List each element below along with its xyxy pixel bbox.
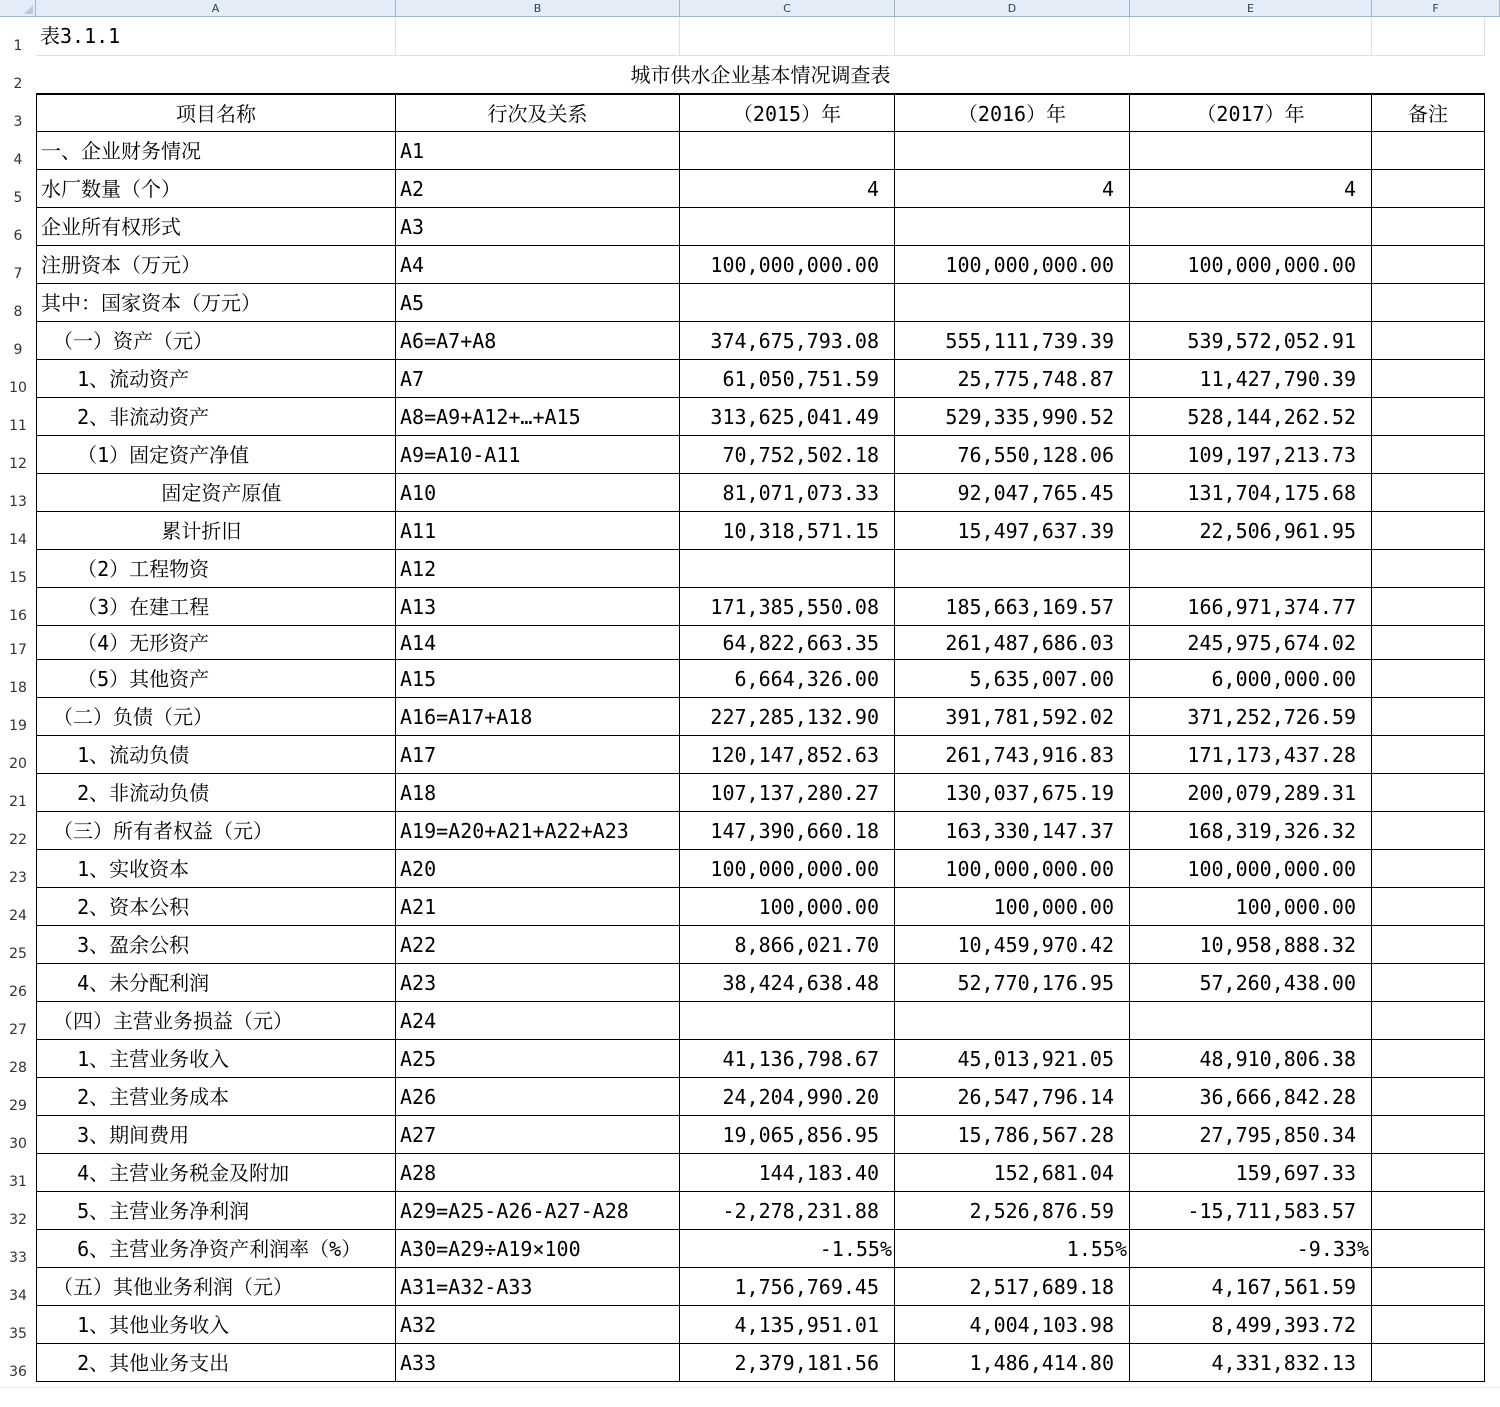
row-header[interactable]: 30 [0,1116,36,1154]
row-header[interactable]: 32 [0,1192,36,1230]
remarks-cell[interactable] [1372,774,1485,812]
value-2017-cell[interactable] [1130,208,1372,246]
item-name-cell[interactable]: 水厂数量（个） [36,170,396,208]
remarks-cell[interactable] [1372,284,1485,322]
value-2016-cell[interactable]: 26,547,796.14 [895,1078,1130,1116]
remarks-cell[interactable] [1372,1268,1485,1306]
value-2016-cell[interactable]: 4 [895,170,1130,208]
row-code-cell[interactable]: A14 [396,626,680,660]
row-header[interactable]: 25 [0,926,36,964]
value-2015-cell[interactable]: 6,664,326.00 [680,660,895,698]
header-row-relation[interactable]: 行次及关系 [396,94,680,132]
row-header[interactable]: 4 [0,132,36,170]
value-2017-cell[interactable] [1130,1002,1372,1040]
value-2015-cell[interactable]: 171,385,550.08 [680,588,895,626]
value-2015-cell[interactable]: 24,204,990.20 [680,1078,895,1116]
value-2015-cell[interactable] [680,132,895,170]
row-code-cell[interactable]: A11 [396,512,680,550]
remarks-cell[interactable] [1372,1344,1485,1382]
row-code-cell[interactable]: A28 [396,1154,680,1192]
value-2017-cell[interactable]: 100,000,000.00 [1130,850,1372,888]
value-2016-cell[interactable]: 2,517,689.18 [895,1268,1130,1306]
value-2017-cell[interactable]: 109,197,213.73 [1130,436,1372,474]
value-2016-cell[interactable]: 76,550,128.06 [895,436,1130,474]
value-2015-cell[interactable]: 374,675,793.08 [680,322,895,360]
header-remarks[interactable]: 备注 [1372,94,1485,132]
value-2016-cell[interactable]: 100,000,000.00 [895,246,1130,284]
row-code-cell[interactable]: A32 [396,1306,680,1344]
remarks-cell[interactable] [1372,850,1485,888]
value-2015-cell[interactable]: 227,285,132.90 [680,698,895,736]
item-name-cell[interactable]: 固定资产原值 [36,474,396,512]
value-2017-cell[interactable]: 166,971,374.77 [1130,588,1372,626]
value-2017-cell[interactable]: 171,173,437.28 [1130,736,1372,774]
value-2017-cell[interactable]: 100,000,000.00 [1130,246,1372,284]
value-2015-cell[interactable]: 107,137,280.27 [680,774,895,812]
value-2017-cell[interactable]: 159,697.33 [1130,1154,1372,1192]
value-2016-cell[interactable]: 152,681.04 [895,1154,1130,1192]
remarks-cell[interactable] [1372,660,1485,698]
remarks-cell[interactable] [1372,736,1485,774]
value-2016-cell[interactable] [895,208,1130,246]
item-name-cell[interactable]: 4、主营业务税金及附加 [36,1154,396,1192]
remarks-cell[interactable] [1372,1230,1485,1268]
item-name-cell[interactable]: （4）无形资产 [36,626,396,660]
column-header-b[interactable]: B [396,0,680,17]
item-name-cell[interactable]: 2、资本公积 [36,888,396,926]
header-year-2015[interactable]: （2015）年 [680,94,895,132]
row-code-cell[interactable]: A10 [396,474,680,512]
row-header[interactable]: 16 [0,588,36,626]
value-2015-cell[interactable]: 8,866,021.70 [680,926,895,964]
remarks-cell[interactable] [1372,626,1485,660]
row-code-cell[interactable]: A4 [396,246,680,284]
value-2015-cell[interactable]: 144,183.40 [680,1154,895,1192]
row-header[interactable]: 20 [0,736,36,774]
row-header[interactable]: 26 [0,964,36,1002]
row-code-cell[interactable]: A33 [396,1344,680,1382]
row-code-cell[interactable]: A18 [396,774,680,812]
row-header[interactable]: 33 [0,1230,36,1268]
value-2017-cell[interactable]: 27,795,850.34 [1130,1116,1372,1154]
value-2017-cell[interactable]: 539,572,052.91 [1130,322,1372,360]
item-name-cell[interactable]: （2）工程物资 [36,550,396,588]
remarks-cell[interactable] [1372,512,1485,550]
header-item-name[interactable]: 项目名称 [36,94,396,132]
value-2015-cell[interactable]: 1,756,769.45 [680,1268,895,1306]
value-2016-cell[interactable]: 100,000,000.00 [895,850,1130,888]
remarks-cell[interactable] [1372,474,1485,512]
value-2017-cell[interactable]: 4,331,832.13 [1130,1344,1372,1382]
row-code-cell[interactable]: A21 [396,888,680,926]
value-2017-cell[interactable]: 371,252,726.59 [1130,698,1372,736]
row-header[interactable]: 35 [0,1306,36,1344]
row-code-cell[interactable]: A27 [396,1116,680,1154]
row-header[interactable]: 31 [0,1154,36,1192]
empty-cell[interactable] [895,17,1130,56]
column-header-f[interactable]: F [1372,0,1500,17]
remarks-cell[interactable] [1372,1306,1485,1344]
value-2017-cell[interactable] [1130,132,1372,170]
remarks-cell[interactable] [1372,550,1485,588]
value-2015-cell[interactable]: 100,000,000.00 [680,246,895,284]
row-header[interactable]: 28 [0,1040,36,1078]
row-header[interactable]: 14 [0,512,36,550]
item-name-cell[interactable]: 累计折旧 [36,512,396,550]
value-2015-cell[interactable]: 120,147,852.63 [680,736,895,774]
value-2015-cell[interactable]: 10,318,571.15 [680,512,895,550]
row-code-cell[interactable]: A6=A7+A8 [396,322,680,360]
empty-cell[interactable] [1372,17,1485,56]
remarks-cell[interactable] [1372,812,1485,850]
remarks-cell[interactable] [1372,964,1485,1002]
value-2015-cell[interactable] [680,208,895,246]
item-name-cell[interactable]: （一）资产（元） [36,322,396,360]
item-name-cell[interactable]: （三）所有者权益（元） [36,812,396,850]
value-2017-cell[interactable] [1130,550,1372,588]
row-header[interactable]: 19 [0,698,36,736]
item-name-cell[interactable]: 1、实收资本 [36,850,396,888]
value-2015-cell[interactable]: 313,625,041.49 [680,398,895,436]
value-2016-cell[interactable]: 391,781,592.02 [895,698,1130,736]
value-2017-cell[interactable]: 6,000,000.00 [1130,660,1372,698]
item-name-cell[interactable]: （5）其他资产 [36,660,396,698]
row-code-cell[interactable]: A13 [396,588,680,626]
header-year-2016[interactable]: （2016）年 [895,94,1130,132]
row-code-cell[interactable]: A8=A9+A12+…+A15 [396,398,680,436]
value-2015-cell[interactable]: 4,135,951.01 [680,1306,895,1344]
row-header[interactable]: 29 [0,1078,36,1116]
row-code-cell[interactable]: A17 [396,736,680,774]
value-2017-cell[interactable]: 4 [1130,170,1372,208]
item-name-cell[interactable]: 2、其他业务支出 [36,1344,396,1382]
value-2016-cell[interactable]: 163,330,147.37 [895,812,1130,850]
value-2015-cell[interactable] [680,1002,895,1040]
remarks-cell[interactable] [1372,398,1485,436]
table-title: 城市供水企业基本情况调查表 [36,56,1485,94]
value-2016-cell[interactable]: 130,037,675.19 [895,774,1130,812]
value-2015-cell[interactable]: 100,000.00 [680,888,895,926]
remarks-cell[interactable] [1372,888,1485,926]
value-2016-cell[interactable] [895,550,1130,588]
row-code-cell[interactable]: A12 [396,550,680,588]
remarks-cell[interactable] [1372,132,1485,170]
row-code-cell[interactable]: A1 [396,132,680,170]
value-2017-cell[interactable]: 168,319,326.32 [1130,812,1372,850]
column-header-a[interactable]: A [36,0,396,17]
row-code-cell[interactable]: A19=A20+A21+A22+A23 [396,812,680,850]
row-header[interactable]: 15 [0,550,36,588]
row-header[interactable]: 21 [0,774,36,812]
value-2017-cell[interactable]: 245,975,674.02 [1130,626,1372,660]
value-2017-cell[interactable]: 36,666,842.28 [1130,1078,1372,1116]
value-2017-cell[interactable]: 200,079,289.31 [1130,774,1372,812]
value-2016-cell[interactable]: 1.55% [895,1230,1130,1268]
value-2016-cell[interactable]: 15,786,567.28 [895,1116,1130,1154]
row-header[interactable]: 27 [0,1002,36,1040]
value-2016-cell[interactable]: 10,459,970.42 [895,926,1130,964]
value-2016-cell[interactable]: 52,770,176.95 [895,964,1130,1002]
select-all-corner[interactable] [0,0,36,17]
value-2015-cell[interactable]: 81,071,073.33 [680,474,895,512]
value-2016-cell[interactable] [895,132,1130,170]
remarks-cell[interactable] [1372,698,1485,736]
row-header[interactable]: 12 [0,436,36,474]
value-2016-cell[interactable] [895,1002,1130,1040]
value-2016-cell[interactable]: 45,013,921.05 [895,1040,1130,1078]
remarks-cell[interactable] [1372,926,1485,964]
item-name-cell[interactable]: 其中：国家资本（万元） [36,284,396,322]
item-name-cell[interactable]: 1、流动资产 [36,360,396,398]
item-name-cell[interactable]: 1、其他业务收入 [36,1306,396,1344]
value-2015-cell[interactable] [680,284,895,322]
value-2015-cell[interactable]: 2,379,181.56 [680,1344,895,1382]
value-2016-cell[interactable]: 5,635,007.00 [895,660,1130,698]
value-2017-cell[interactable]: 11,427,790.39 [1130,360,1372,398]
value-2016-cell[interactable]: 4,004,103.98 [895,1306,1130,1344]
remarks-cell[interactable] [1372,1116,1485,1154]
remarks-cell[interactable] [1372,246,1485,284]
row-header[interactable]: 36 [0,1344,36,1382]
item-name-cell[interactable]: （二）负债（元） [36,698,396,736]
row-header[interactable]: 5 [0,170,36,208]
row-header[interactable]: 22 [0,812,36,850]
row-code-cell[interactable]: A30=A29÷A19×100 [396,1230,680,1268]
remarks-cell[interactable] [1372,436,1485,474]
value-2015-cell[interactable]: 38,424,638.48 [680,964,895,1002]
value-2016-cell[interactable]: 92,047,765.45 [895,474,1130,512]
value-2016-cell[interactable]: 25,775,748.87 [895,360,1130,398]
item-name-cell[interactable]: 3、期间费用 [36,1116,396,1154]
item-name-cell[interactable]: （五）其他业务利润（元） [36,1268,396,1306]
item-name-cell[interactable]: 2、非流动负债 [36,774,396,812]
row-header[interactable]: 3 [0,94,36,132]
row-code-cell[interactable]: A24 [396,1002,680,1040]
value-2015-cell[interactable]: 19,065,856.95 [680,1116,895,1154]
remarks-cell[interactable] [1372,170,1485,208]
row-header[interactable]: 23 [0,850,36,888]
item-name-cell[interactable]: （四）主营业务损益（元） [36,1002,396,1040]
value-2017-cell[interactable]: 57,260,438.00 [1130,964,1372,1002]
row-code-cell[interactable]: A5 [396,284,680,322]
row-header[interactable]: 9 [0,322,36,360]
item-name-cell[interactable]: 1、流动负债 [36,736,396,774]
value-2015-cell[interactable]: 70,752,502.18 [680,436,895,474]
value-2017-cell[interactable]: 48,910,806.38 [1130,1040,1372,1078]
value-2017-cell[interactable]: 528,144,262.52 [1130,398,1372,436]
item-name-cell[interactable]: （3）在建工程 [36,588,396,626]
item-name-cell[interactable]: （1）固定资产净值 [36,436,396,474]
value-2015-cell[interactable]: 41,136,798.67 [680,1040,895,1078]
row-code-cell[interactable]: A23 [396,964,680,1002]
row-code-cell[interactable]: A31=A32-A33 [396,1268,680,1306]
row-code-cell[interactable]: A3 [396,208,680,246]
value-2016-cell[interactable]: 15,497,637.39 [895,512,1130,550]
value-2016-cell[interactable]: 2,526,876.59 [895,1192,1130,1230]
row-header[interactable]: 17 [0,626,36,660]
item-name-cell[interactable]: 5、主营业务净利润 [36,1192,396,1230]
remarks-cell[interactable] [1372,322,1485,360]
remarks-cell[interactable] [1372,208,1485,246]
item-name-cell[interactable]: 4、未分配利润 [36,964,396,1002]
value-2016-cell[interactable]: 555,111,739.39 [895,322,1130,360]
row-header[interactable]: 1 [0,17,36,56]
remarks-cell[interactable] [1372,1154,1485,1192]
row-code-cell[interactable]: A20 [396,850,680,888]
row-code-cell[interactable]: A16=A17+A18 [396,698,680,736]
item-name-cell[interactable]: 2、非流动资产 [36,398,396,436]
row-header[interactable]: 2 [0,56,36,94]
row-header[interactable]: 10 [0,360,36,398]
row-header[interactable]: 7 [0,246,36,284]
empty-cell[interactable] [396,17,680,56]
value-2015-cell[interactable]: 64,822,663.35 [680,626,895,660]
row-code-cell[interactable]: A29=A25-A26-A27-A28 [396,1192,680,1230]
value-2015-cell[interactable] [680,550,895,588]
value-2016-cell[interactable]: 1,486,414.80 [895,1344,1130,1382]
item-name-cell[interactable]: 企业所有权形式 [36,208,396,246]
grid-bottom-edge [0,1387,1500,1388]
value-2017-cell[interactable] [1130,284,1372,322]
column-header-c[interactable]: C [680,0,895,17]
remarks-cell[interactable] [1372,1002,1485,1040]
row-header[interactable]: 34 [0,1268,36,1306]
remarks-cell[interactable] [1372,588,1485,626]
value-2016-cell[interactable]: 261,487,686.03 [895,626,1130,660]
item-name-cell[interactable]: 一、企业财务情况 [36,132,396,170]
value-2015-cell[interactable]: -2,278,231.88 [680,1192,895,1230]
value-2015-cell[interactable]: 61,050,751.59 [680,360,895,398]
item-name-cell[interactable]: 6、主营业务净资产利润率（%） [36,1230,396,1268]
item-name-cell[interactable]: 2、主营业务成本 [36,1078,396,1116]
header-year-2017[interactable]: （2017）年 [1130,94,1372,132]
value-2017-cell[interactable]: 8,499,393.72 [1130,1306,1372,1344]
empty-cell[interactable] [680,17,895,56]
remarks-cell[interactable] [1372,1192,1485,1230]
column-header-e[interactable]: E [1130,0,1372,17]
value-2017-cell[interactable]: -15,711,583.57 [1130,1192,1372,1230]
value-2017-cell[interactable]: 22,506,961.95 [1130,512,1372,550]
value-2016-cell[interactable]: 100,000.00 [895,888,1130,926]
row-code-cell[interactable]: A22 [396,926,680,964]
value-2015-cell[interactable]: 4 [680,170,895,208]
row-header[interactable]: 6 [0,208,36,246]
row-header[interactable]: 8 [0,284,36,322]
item-name-cell[interactable]: 注册资本（万元） [36,246,396,284]
value-2017-cell[interactable]: 100,000.00 [1130,888,1372,926]
item-name-cell[interactable]: 3、盈余公积 [36,926,396,964]
value-2017-cell[interactable]: 4,167,561.59 [1130,1268,1372,1306]
column-header-d[interactable]: D [895,0,1130,17]
value-2017-cell[interactable]: -9.33% [1130,1230,1372,1268]
remarks-cell[interactable] [1372,1040,1485,1078]
remarks-cell[interactable] [1372,360,1485,398]
value-2015-cell[interactable]: 100,000,000.00 [680,850,895,888]
remarks-cell[interactable] [1372,1078,1485,1116]
value-2016-cell[interactable]: 529,335,990.52 [895,398,1130,436]
row-header[interactable]: 24 [0,888,36,926]
row-code-cell[interactable]: A9=A10-A11 [396,436,680,474]
row-code-cell[interactable]: A25 [396,1040,680,1078]
item-name-cell[interactable]: 1、主营业务收入 [36,1040,396,1078]
value-2017-cell[interactable]: 10,958,888.32 [1130,926,1372,964]
row-header[interactable]: 13 [0,474,36,512]
value-2016-cell[interactable]: 261,743,916.83 [895,736,1130,774]
value-2015-cell[interactable]: 147,390,660.18 [680,812,895,850]
row-code-cell[interactable]: A2 [396,170,680,208]
row-header[interactable]: 18 [0,660,36,698]
value-2017-cell[interactable]: 131,704,175.68 [1130,474,1372,512]
value-2015-cell[interactable]: -1.55% [680,1230,895,1268]
value-2016-cell[interactable] [895,284,1130,322]
row-code-cell[interactable]: A7 [396,360,680,398]
empty-cell[interactable] [1130,17,1372,56]
value-2016-cell[interactable]: 185,663,169.57 [895,588,1130,626]
row-code-cell[interactable]: A15 [396,660,680,698]
table-number-cell[interactable]: 表3.1.1 [36,17,396,56]
row-header[interactable]: 11 [0,398,36,436]
row-code-cell[interactable]: A26 [396,1078,680,1116]
